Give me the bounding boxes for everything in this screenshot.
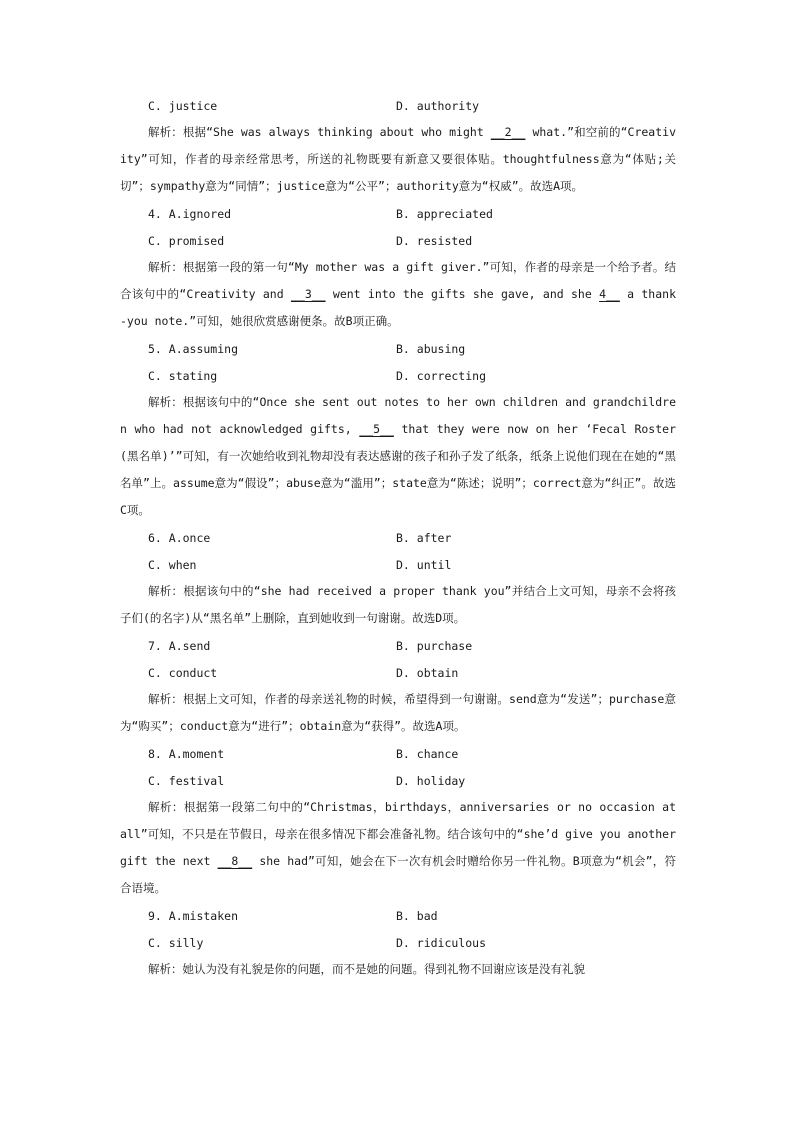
blank-3: __3__	[290, 287, 326, 301]
option-c: C. conduct	[148, 665, 218, 680]
options-row	[120, 740, 676, 767]
option-c: C. stating	[148, 368, 218, 383]
options-row	[120, 632, 676, 659]
option-c: C. silly	[148, 935, 204, 950]
option-a: 6. A.once	[148, 530, 211, 545]
options-row	[120, 902, 676, 929]
blank-5: __5__	[359, 422, 394, 436]
analysis-paragraph: 解析：根据上文可知，作者的母亲送礼物的时候，希望得到一句谢谢。send意为“发送”；purchase意为“购买”；conduct意为“进行”；obtain意为“获得”。故选A项。	[120, 692, 676, 733]
option-c: C. promised	[148, 233, 225, 248]
option-d: D. resisted	[396, 233, 473, 248]
analysis-paragraph: 解析：根据该句中的“Once she sent out notes to her own children and grandchildren who had not acknowledged gifts, __5__ that they were now on her ‘Fecal Roster(黑名单)’”可知，有一次她给收到礼物却没有表达感谢的孩子和孙子发了纸条，纸条上说他们现在在她的“黑名单”上。assume意为“假设”；abuse意为“滥用”；state意为“陈述；说明”；correct意为“纠正”。故选C项。	[120, 395, 677, 517]
blank-4: 4__	[599, 287, 620, 301]
analysis-paragraph: 解析：根据“She was always thinking about who might __2__ what.”和空前的“Creativity”可知，作者的母亲经常思考，所送的礼物既要有新意又要很体贴。thoughtfulness意为“体贴;关切”；sympathy意为“同情”；justice意为“公平”；authority意为“权威”。故选A项。	[120, 125, 676, 193]
option-c: C. when	[148, 557, 197, 572]
options-row	[120, 551, 676, 578]
option-a: 5. A.assuming	[148, 341, 239, 356]
options-row	[120, 929, 676, 956]
blank-2: __2__	[490, 125, 526, 139]
option-b: B. chance	[396, 746, 459, 761]
option-d: D. until	[396, 557, 452, 572]
options-row	[120, 767, 676, 794]
options-row	[120, 92, 676, 119]
option-b: B. after	[396, 530, 452, 545]
options-row	[120, 200, 676, 227]
document-page	[120, 92, 676, 983]
option-b: B. bad	[396, 908, 438, 923]
option-a: 8. A.moment	[148, 746, 225, 761]
option-b: B. abusing	[396, 341, 466, 356]
analysis-paragraph: 解析：她认为没有礼貌是你的问题，而不是她的问题。得到礼物不回谢应该是没有礼貌	[148, 962, 585, 976]
option-a: 7. A.send	[148, 638, 211, 653]
options-row	[120, 227, 676, 254]
options-row	[120, 524, 676, 551]
analysis-paragraph: 解析：根据第一段第二句中的“Christmas，birthdays，anniversaries or no occasion at all”可知，不只是在节假日，母亲在很多情况下都会准备礼物。结合该句中的“she’d give you another gift the next __8__ she had”可知，她会在下一次有机会时赠给你另一件礼物。B项意为“机会”，符合语境。	[120, 800, 676, 895]
options-row	[120, 335, 676, 362]
option-b: B. purchase	[396, 638, 473, 653]
option-a: 9. A.mistaken	[148, 908, 239, 923]
option-d: D. correcting	[396, 368, 487, 383]
option-a: 4. A.ignored	[148, 206, 232, 221]
option-d: D. ridiculous	[396, 935, 487, 950]
analysis-paragraph: 解析：根据该句中的“she had received a proper thank you”并结合上文可知，母亲不会将孩子们(的名字)从“黑名单”上删除，直到她收到一句谢谢。故选D项。	[120, 584, 676, 625]
option-b: B. appreciated	[396, 206, 493, 221]
options-row	[120, 659, 676, 686]
option-d: D. obtain	[396, 665, 459, 680]
option-d: D. holiday	[396, 773, 466, 788]
blank-8: __8__	[217, 854, 253, 868]
option-c: C. justice	[148, 98, 218, 113]
option-d: D. authority	[396, 98, 480, 113]
options-row	[120, 362, 676, 389]
option-c: C. festival	[148, 773, 225, 788]
analysis-paragraph: 解析：根据第一段的第一句“My mother was a gift giver.”可知，作者的母亲是一个给予者。结合该句中的“Creativity and __3__ went into the gifts she gave, and she 4__ a thank-you note.”可知，她很欣赏感谢便条。故B项正确。	[120, 260, 676, 328]
